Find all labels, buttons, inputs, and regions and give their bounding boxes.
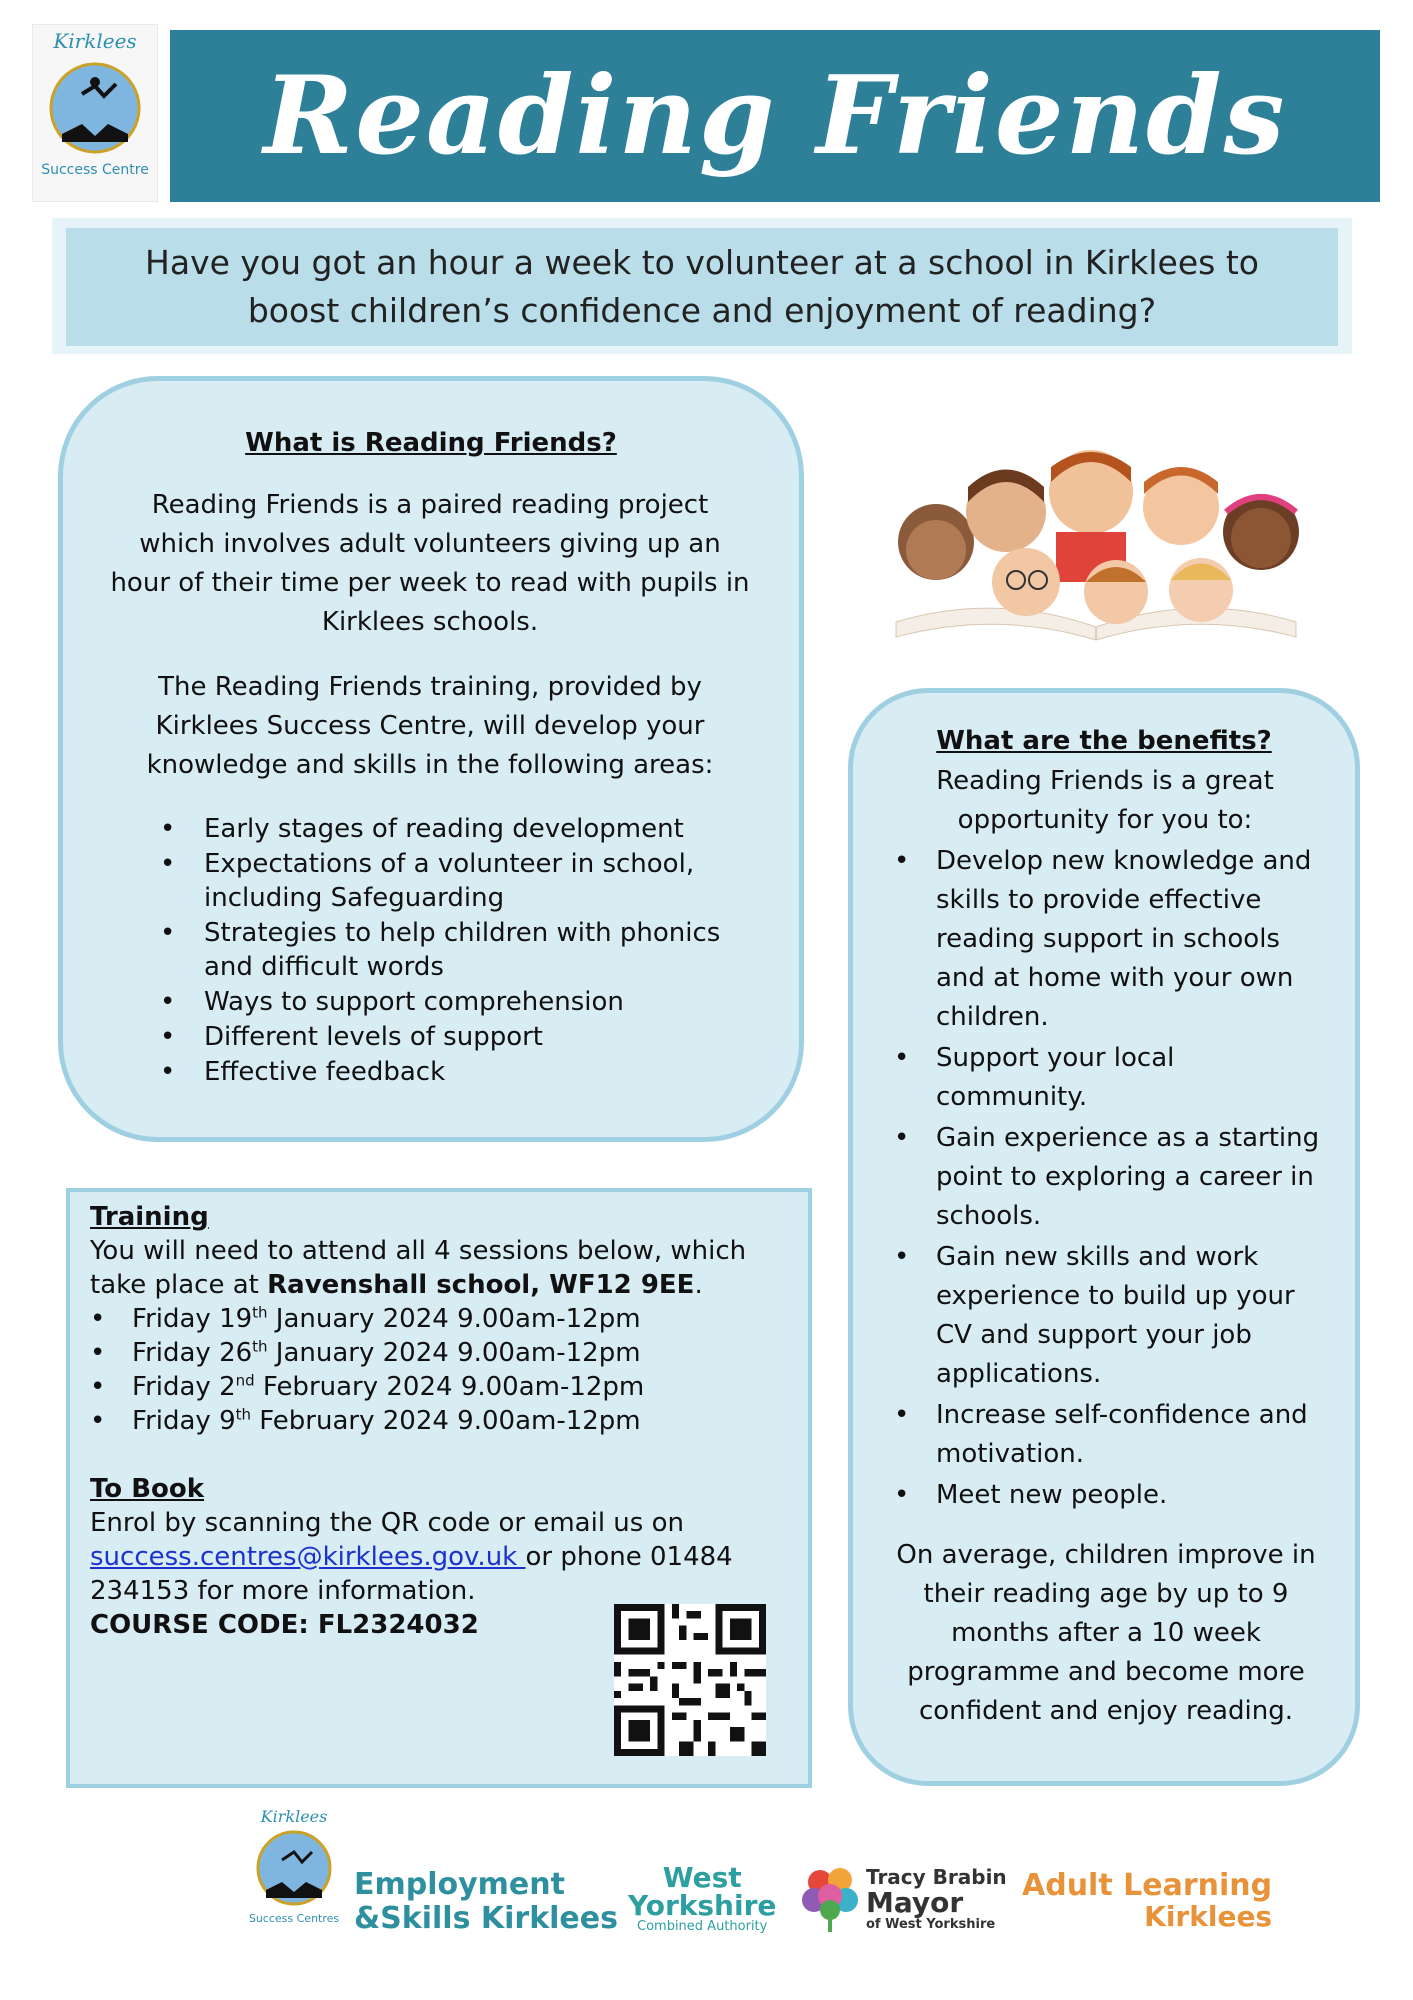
session-list	[90, 1302, 790, 1438]
benefits-intro: Reading Friends is a great opportunity for you to:	[936, 766, 1274, 835]
svg-text:Kirklees: Kirklees	[260, 1807, 328, 1826]
training-heading: Training	[90, 1202, 209, 1232]
session-item: • Friday 26th January 2024 9.00am-12pm	[90, 1336, 790, 1370]
list-item: • Increase self-confidence and motivation.	[894, 1396, 1324, 1474]
benefits-summary: On average, children improve in their reading age by up to 9 months after a 10 week programme and become more confident and enjoy reading.	[896, 1540, 1316, 1726]
session-item: • Friday 2nd February 2024 9.00am-12pm	[90, 1370, 790, 1404]
kirklees-success-centres-logo	[244, 1806, 344, 1936]
qr-code[interactable]	[614, 1604, 766, 1756]
training-areas-list	[160, 812, 740, 1090]
what-is-paragraph-1: Reading Friends is a paired reading project which involves adult volunteers giving up an hour of their time per week to read with pupils in Kirklees schools.	[110, 490, 750, 637]
logo-text-top: Kirklees	[53, 29, 137, 53]
benefits-list	[894, 842, 1324, 1517]
training-intro: You will need to attend all 4 sessions below, which take place at Ravenshall school, WF12 9EE.	[90, 1236, 747, 1300]
title-banner	[170, 30, 1380, 202]
list-item: • Early stages of reading development	[160, 812, 740, 846]
list-item: • Strategies to help children with phonics and difficult words	[160, 916, 740, 984]
west-yorkshire-combined-authority-logo: West Yorkshire Combined Authority	[628, 1861, 777, 1934]
list-item: • Develop new knowledge and skills to provide effective reading support in schools and at home with your own children.	[894, 842, 1324, 1037]
list-item: • Expectations of a volunteer in school, including Safeguarding	[160, 847, 740, 915]
what-is-paragraph-2: The Reading Friends training, provided by Kirklees Success Centre, will develop your knowledge and skills in the following areas:	[146, 672, 714, 780]
intro-question: Have you got an hour a week to volunteer at a school in Kirklees to boost children’s confidence and enjoyment of reading?	[145, 243, 1259, 330]
adult-learning-kirklees-logo: Adult Learning Kirklees	[1022, 1868, 1273, 1933]
intro-box	[66, 228, 1338, 346]
logo-text-bottom: Success Centre	[41, 162, 149, 178]
employment-skills-kirklees-logo: Employment &Skills Kirklees	[354, 1867, 618, 1936]
children-reading-illustration	[876, 432, 1316, 642]
svg-text:Success Centres: Success Centres	[248, 1912, 340, 1925]
mayor-of-west-yorkshire-logo: Tracy Brabin Mayor of West Yorkshire	[866, 1865, 1007, 1932]
what-is-heading: What is Reading Friends?	[245, 428, 617, 458]
training-venue: Ravenshall school, WF12 9EE	[267, 1270, 695, 1300]
session-item: • Friday 19th January 2024 9.00am-12pm	[90, 1302, 790, 1336]
course-code: COURSE CODE: FL2324032	[90, 1610, 479, 1640]
email-link[interactable]: success.centres@kirklees.gov.uk	[90, 1542, 526, 1572]
list-item: • Meet new people.	[894, 1476, 1324, 1515]
to-book-heading: To Book	[90, 1474, 205, 1504]
page-title: Reading Friends	[263, 53, 1287, 179]
kirklees-success-centre-logo	[32, 24, 158, 202]
list-item: • Effective feedback	[160, 1055, 740, 1089]
list-item: • Gain new skills and work experience to build up your CV and support your job applications.	[894, 1238, 1324, 1394]
benefits-heading: What are the benefits?	[936, 726, 1272, 756]
list-item: • Gain experience as a starting point to exploring a career in schools.	[894, 1119, 1324, 1236]
training-content	[90, 1200, 790, 1642]
list-item: • Ways to support comprehension	[160, 985, 740, 1019]
list-item: • Support your local community.	[894, 1039, 1324, 1117]
list-item: • Different levels of support	[160, 1020, 740, 1054]
mayor-rose-icon	[800, 1864, 860, 1934]
booking-text: Enrol by scanning the QR code or email us on success.centres@kirklees.gov.uk or phone 01484 234153 for more information.	[90, 1508, 733, 1606]
session-item: • Friday 9th February 2024 9.00am-12pm	[90, 1404, 790, 1438]
